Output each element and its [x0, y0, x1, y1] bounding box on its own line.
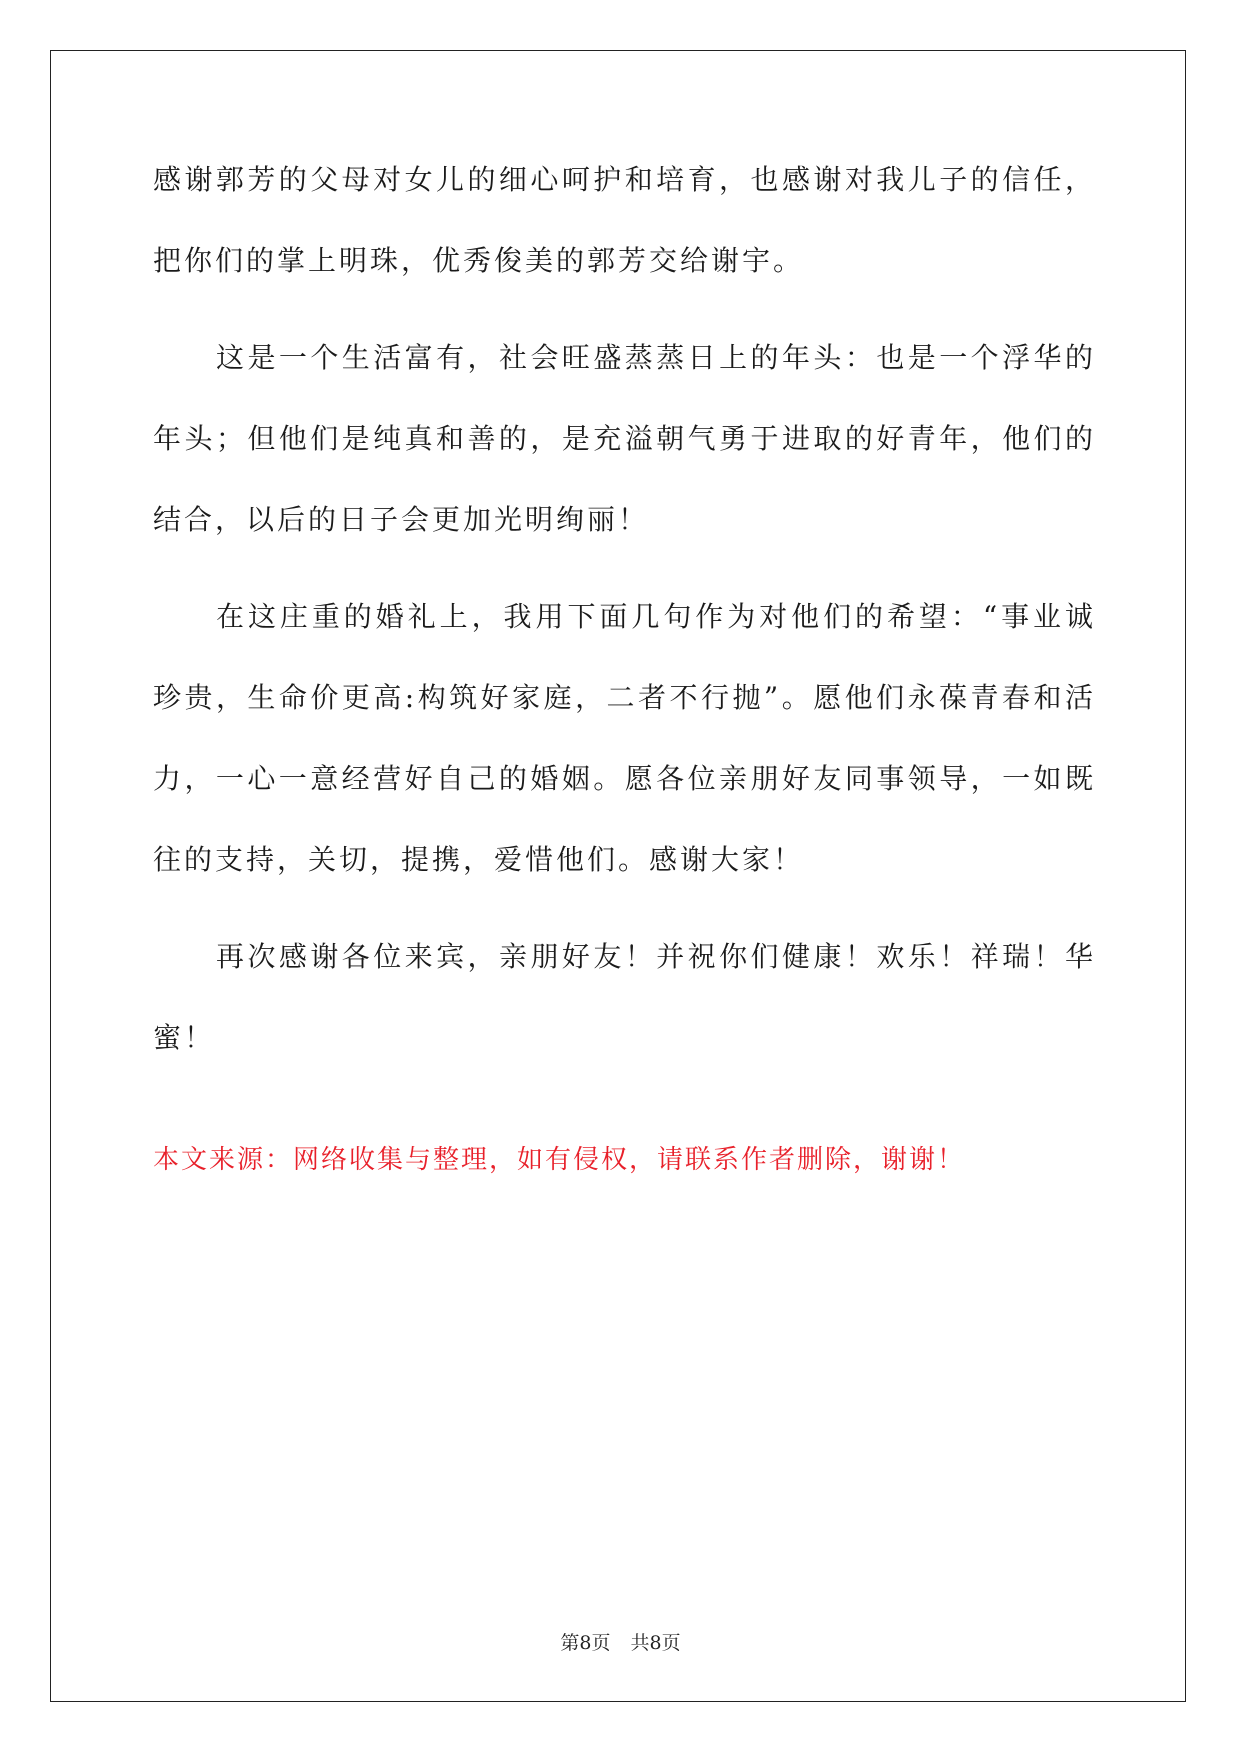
page-footer [0, 1628, 1241, 1655]
page-number-current: 第8页 [560, 1632, 611, 1654]
paragraph-line: 这是一个生活富有，社会旺盛蒸蒸日上的年头：也是一个浮华的 [216, 341, 1093, 374]
source-note: 本文来源：网络收集与整理，如有侵权，请联系作者删除，谢谢！ [153, 1145, 966, 1175]
paragraph-line: 在这庄重的婚礼上，我用下面几句作为对他们的希望：“事业诚 [216, 600, 1093, 633]
paragraph-line: 再次感谢各位来宾，亲朋好友！并祝你们健康！欢乐！祥瑞！华 [216, 940, 1093, 973]
paragraph-line: 把你们的掌上明珠，优秀俊美的郭芳交给谢宇。 [153, 244, 805, 277]
paragraph-line: 蜜！ [153, 1021, 216, 1054]
paragraph-line: 往的支持，关切，提携，爱惜他们。感谢大家！ [153, 843, 805, 876]
paragraph-line: 感谢郭芳的父母对女儿的细心呵护和培育，也感谢对我儿子的信任， [153, 163, 1093, 196]
page-number-total: 共8页 [630, 1632, 681, 1654]
paragraph-line: 珍贵，生命价更高:构筑好家庭，二者不行抛”。愿他们永葆青春和活 [153, 681, 1093, 714]
paragraph-line: 力，一心一意经营好自己的婚姻。愿各位亲朋好友同事领导，一如既 [153, 762, 1093, 795]
paragraph-line: 年头；但他们是纯真和善的，是充溢朝气勇于进取的好青年，他们的 [153, 422, 1093, 455]
paragraph-line: 结合，以后的日子会更加光明绚丽！ [153, 503, 650, 536]
